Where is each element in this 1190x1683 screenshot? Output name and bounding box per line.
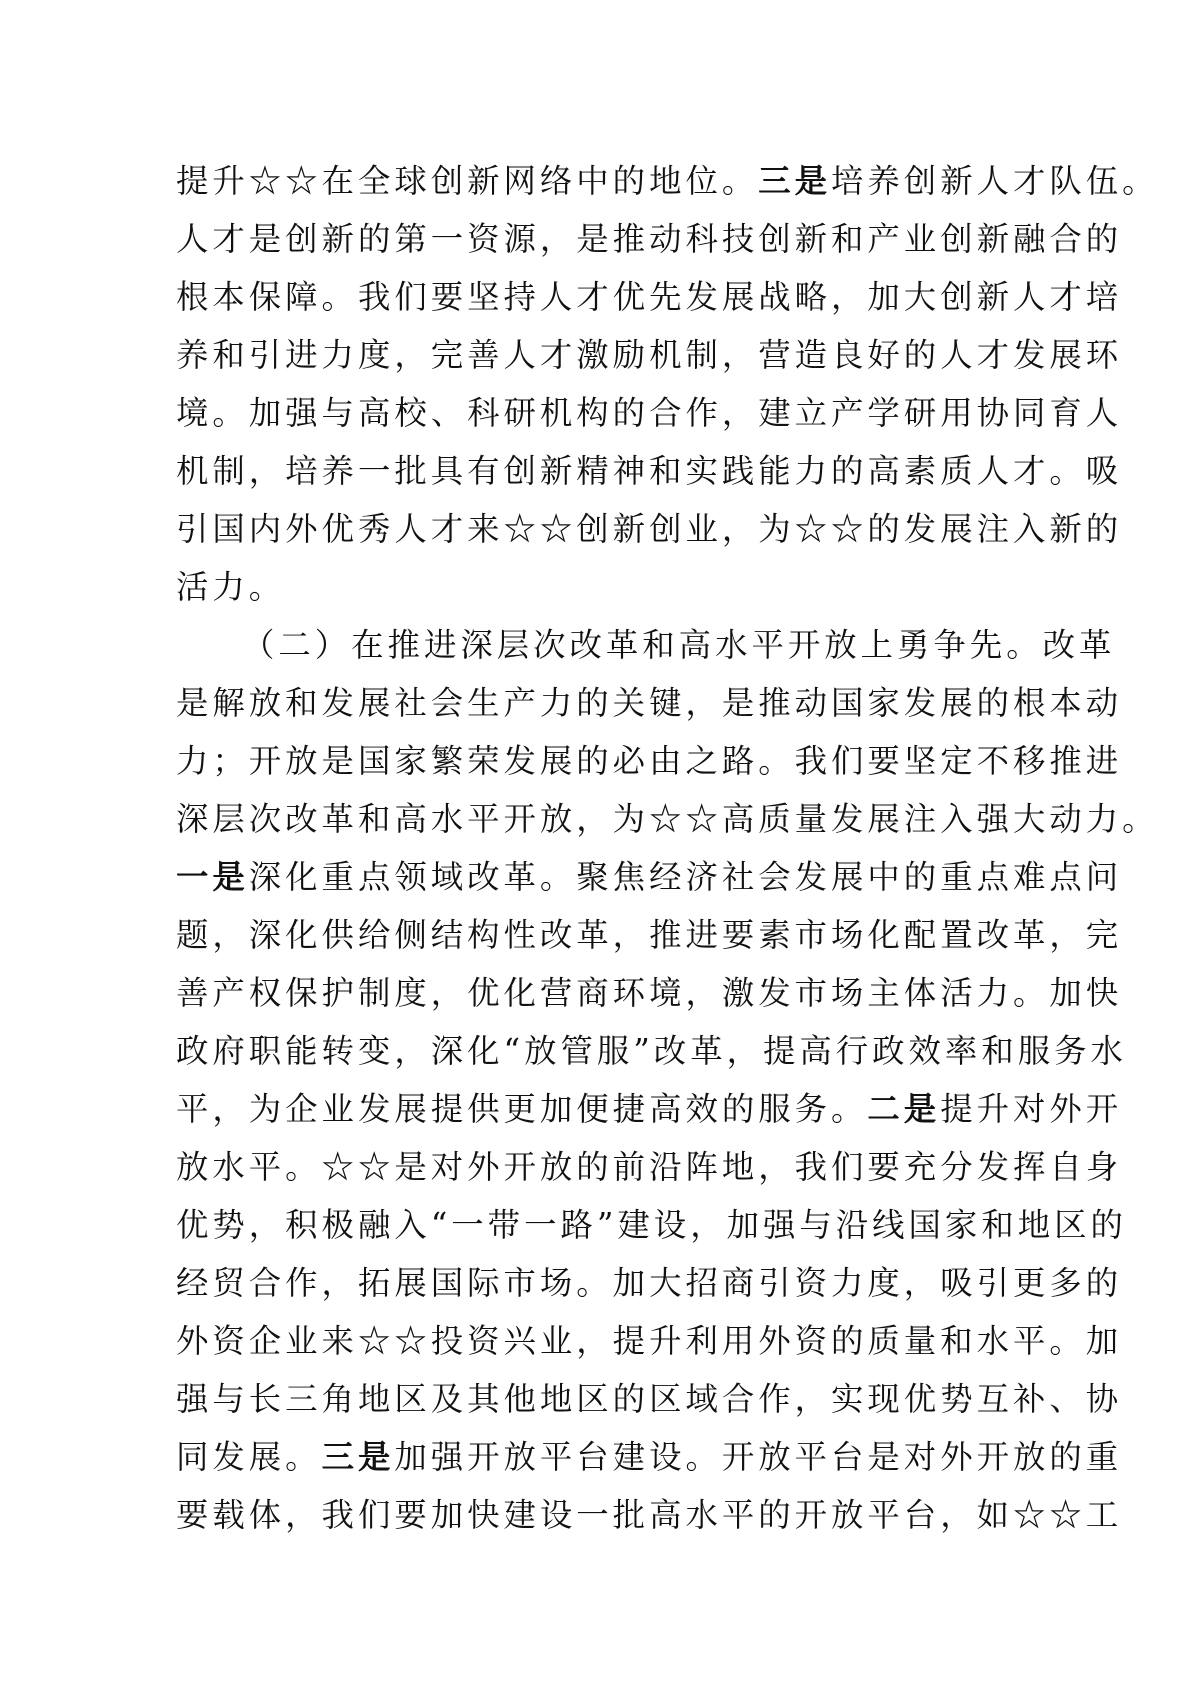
text-line xyxy=(176,1080,1123,1138)
text-line xyxy=(176,1312,1123,1370)
text-segment: 养和引进力度，完善人才激励机制，营造良好的人才发展环 xyxy=(176,336,1123,374)
text-line xyxy=(176,616,1116,674)
text-line xyxy=(176,674,1123,732)
text-line xyxy=(176,442,1123,500)
text-segment: 强与长三角地区及其他地区的区域合作，实现优势互补、协 xyxy=(176,1380,1123,1418)
text-segment: 活力。 xyxy=(176,568,286,606)
text-line xyxy=(176,1196,1127,1254)
text-segment: 人才是创新的第一资源，是推动科技创新和产业创新融合的 xyxy=(176,220,1123,258)
text-line xyxy=(176,790,1159,848)
text-segment: 优势，积极融入“一带一路”建设，加强与沿线国家和地区的 xyxy=(176,1206,1127,1244)
text-line xyxy=(176,1486,1123,1544)
text-line xyxy=(176,326,1123,384)
text-segment: 境。加强与高校、科研机构的合作，建立产学研用协同育人 xyxy=(176,394,1123,432)
text-segment: 深化重点领域改革。聚焦经济社会发展中的重点难点问 xyxy=(248,858,1123,896)
text-line xyxy=(176,1022,1127,1080)
text-segment: 题，深化供给侧结构性改革，推进要素市场化配置改革，完 xyxy=(176,916,1123,954)
text-segment: 提升☆☆在全球创新网络中的地位。 xyxy=(176,162,759,200)
text-line xyxy=(176,268,1123,326)
text-segment: 政府职能转变，深化“放管服”改革，提高行政效率和服务水 xyxy=(176,1032,1127,1070)
text-segment: 是解放和发展社会生产力的关键，是推动国家发展的根本动 xyxy=(176,684,1123,722)
text-line xyxy=(176,1138,1123,1196)
text-segment: （二）在推进深层次改革和高水平开放上勇争先。改革 xyxy=(242,626,1116,664)
text-line xyxy=(176,152,1159,210)
text-segment: 培养创新人才队伍。 xyxy=(831,162,1159,200)
text-line xyxy=(176,384,1123,442)
text-line xyxy=(176,1370,1123,1428)
text-segment: 平，为企业发展提供更加便捷高效的服务。 xyxy=(176,1090,868,1128)
text-segment: 机制，培养一批具有创新精神和实践能力的高素质人才。吸 xyxy=(176,452,1123,490)
text-segment: 根本保障。我们要坚持人才优先发展战略，加大创新人才培 xyxy=(176,278,1123,316)
text-segment: 引国内外优秀人才来☆☆创新创业，为☆☆的发展注入新的 xyxy=(176,510,1123,548)
text-line xyxy=(176,848,1123,906)
text-segment: 力；开放是国家繁荣发展的必由之路。我们要坚定不移推进 xyxy=(176,742,1123,780)
text-line xyxy=(176,558,1022,616)
text-segment: 经贸合作，拓展国际市场。加大招商引资力度，吸引更多的 xyxy=(176,1264,1123,1302)
emphasis-text: 三是 xyxy=(321,1438,395,1476)
text-segment: 要载体，我们要加快建设一批高水平的开放平台，如☆☆工 xyxy=(176,1496,1123,1534)
emphasis-text: 一是 xyxy=(176,858,249,896)
text-line xyxy=(176,964,1123,1022)
text-segment: 深层次改革和高水平开放，为☆☆高质量发展注入强大动力。 xyxy=(176,800,1159,838)
text-line xyxy=(176,500,1123,558)
text-segment: 加强开放平台建设。开放平台是对外开放的重 xyxy=(394,1438,1123,1476)
text-line xyxy=(176,906,1123,964)
emphasis-text: 二是 xyxy=(867,1090,941,1128)
text-segment: 放水平。☆☆是对外开放的前沿阵地，我们要充分发挥自身 xyxy=(176,1148,1123,1186)
text-segment: 善产权保护制度，优化营商环境，激发市场主体活力。加快 xyxy=(176,974,1123,1012)
text-line xyxy=(176,732,1123,790)
emphasis-text: 三是 xyxy=(758,162,832,200)
body-text xyxy=(176,152,1159,1544)
text-segment: 同发展。 xyxy=(176,1438,322,1476)
text-segment: 提升对外开 xyxy=(940,1090,1123,1128)
text-line xyxy=(176,210,1123,268)
text-segment: 外资企业来☆☆投资兴业，提升利用外资的质量和水平。加 xyxy=(176,1322,1123,1360)
text-line xyxy=(176,1254,1123,1312)
text-line xyxy=(176,1428,1123,1486)
